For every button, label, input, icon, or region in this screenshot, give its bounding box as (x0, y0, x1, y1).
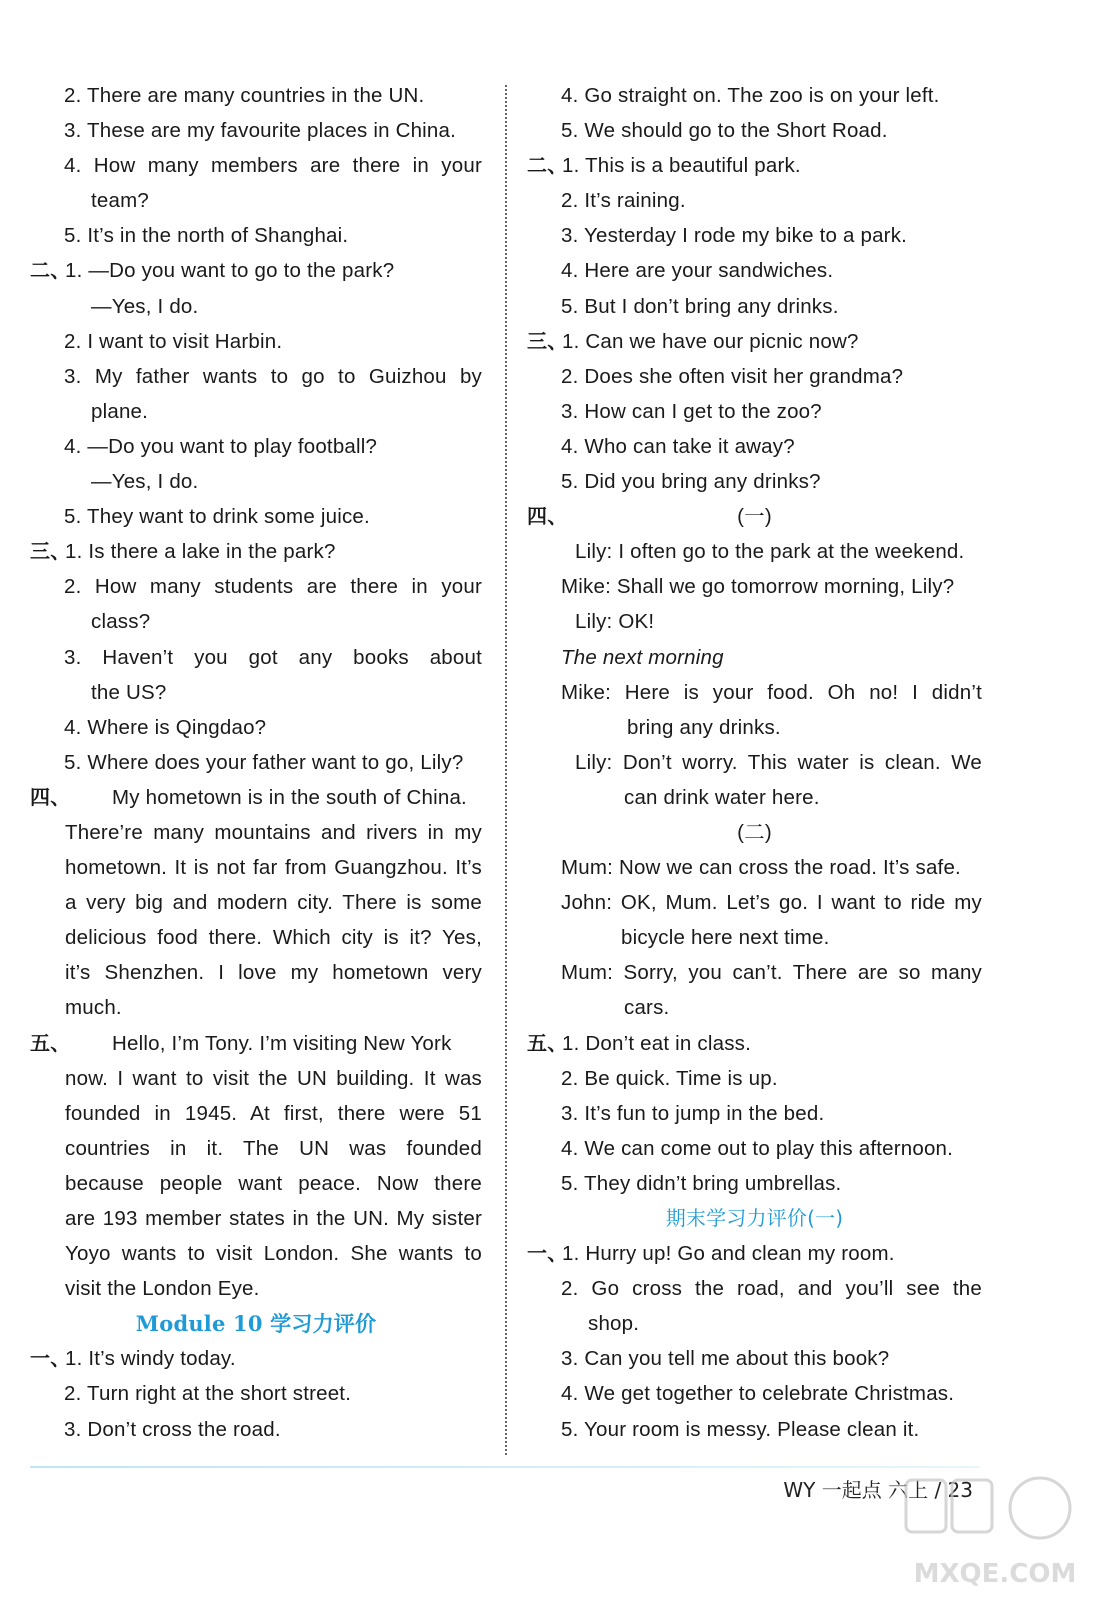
answer-text: Yoyo wants to visit London. She wants to (65, 1242, 482, 1266)
answer-text: 1. Can we have our picnic now? (562, 329, 859, 353)
answer-text: 2. How many students are there in your (64, 575, 482, 599)
answer-line (527, 955, 982, 990)
answer-line (30, 359, 482, 394)
answer-text: There’re many mountains and rivers in my (65, 820, 482, 844)
answer-line (30, 253, 482, 288)
answer-text: 5. Your room is messy. Please clean it. (561, 1417, 920, 1441)
answer-line (30, 218, 482, 253)
answer-line (30, 289, 482, 324)
svg-text:MXQE.COM: MXQE.COM (913, 1559, 1077, 1589)
answer-line (527, 675, 982, 710)
answer-line (30, 1412, 482, 1447)
bottom-rule (30, 1466, 980, 1468)
answer-text: 4. We get together to celebrate Christmas. (561, 1382, 955, 1406)
section-number: 一、 (30, 1346, 71, 1371)
answer-line (527, 990, 982, 1025)
answer-line (30, 850, 482, 885)
answer-line (527, 429, 982, 464)
section-number: 二、 (30, 258, 71, 283)
answer-line (527, 394, 982, 429)
answer-line (527, 253, 982, 288)
answer-text: team? (91, 189, 149, 213)
column-divider (505, 85, 507, 1455)
answer-text: 1. —Do you want to go to the park? (65, 259, 395, 283)
answer-line (30, 394, 482, 429)
answer-text: 4. Go straight on. The zoo is on your left. (561, 84, 940, 107)
answer-text: Lily: Don’t worry. This water is clean. We (575, 750, 982, 774)
answer-text: the US? (91, 680, 167, 704)
answer-text: 3. Yesterday I rode my bike to a park. (561, 224, 908, 248)
answer-text: 5. It’s in the north of Shanghai. (64, 224, 349, 248)
answer-text: 2. Turn right at the short street. (64, 1382, 352, 1406)
answer-text: bring any drinks. (627, 715, 781, 739)
answer-text: it’s Shenzhen. I love my hometown very (65, 961, 482, 985)
answer-text: Mum: Sorry, you can’t. There are so many (561, 961, 982, 985)
answer-line (527, 534, 982, 569)
answer-line (527, 1096, 982, 1131)
answer-line (527, 920, 982, 955)
answer-line (30, 324, 482, 359)
answer-line (527, 1306, 982, 1341)
answer-line (30, 745, 482, 780)
answer-text: 1. This is a beautiful park. (562, 154, 801, 178)
answer-line (527, 324, 982, 359)
answer-line (527, 113, 982, 148)
answer-line (527, 1026, 982, 1061)
answer-text: 1. Don’t eat in class. (562, 1031, 751, 1055)
answer-text: 4. Who can take it away? (561, 434, 795, 458)
answer-text: hometown. It is not far from Guangzhou. It’s (65, 856, 482, 880)
answer-text: are 193 member states in the UN. My sister (65, 1207, 482, 1230)
section-number: 一、 (527, 1241, 568, 1266)
answer-text: 3. My father wants to go to Guizhou by (64, 364, 482, 388)
answer-text: 4. —Do you want to play football? (64, 434, 378, 458)
answer-line (527, 1376, 982, 1411)
answer-line (527, 1341, 982, 1376)
answer-line (30, 640, 482, 675)
answer-text: (二) (737, 820, 772, 844)
section-heading: Module 10 学习力评价 (135, 1311, 377, 1337)
answer-text: 3. These are my favourite places in China. (64, 119, 457, 143)
answer-text: because people want peace. Now there (65, 1171, 482, 1195)
answer-text: Mike: Here is your food. Oh no! I didn’t (561, 680, 982, 704)
answer-line (527, 850, 982, 885)
answer-text: 5. Did you bring any drinks? (561, 470, 821, 494)
answer-line (30, 1236, 482, 1271)
answer-text: 2. There are many countries in the UN. (64, 84, 425, 107)
answer-text: cars. (624, 996, 670, 1020)
answer-text: —Yes, I do. (91, 470, 199, 494)
answer-line (30, 1061, 482, 1096)
section-heading: 期末学习力评价(一) (665, 1206, 844, 1230)
answer-line (30, 710, 482, 745)
answer-text: countries in it. The UN was founded (65, 1136, 482, 1160)
watermark-logo (900, 1470, 1090, 1598)
answer-text: 4. Where is Qingdao? (64, 715, 267, 739)
answer-line (527, 815, 982, 850)
answer-text: visit the London Eye. (65, 1277, 260, 1301)
answer-text: 1. Is there a lake in the park? (65, 540, 336, 564)
answer-line (527, 780, 982, 815)
answer-text: 5. Where does your father want to go, Lily? (64, 750, 464, 774)
section-number: 四、 (527, 504, 568, 529)
section-number: 五、 (527, 1030, 568, 1055)
answer-text: shop. (588, 1312, 640, 1336)
answer-text: can drink water here. (624, 785, 820, 809)
section-number: 五、 (30, 1030, 71, 1055)
answer-line (527, 148, 982, 183)
answer-line (30, 1376, 482, 1411)
answer-line (30, 1271, 482, 1306)
answer-line (527, 1271, 982, 1306)
answer-text: 5. But I don’t bring any drinks. (561, 294, 839, 318)
answer-line (527, 710, 982, 745)
answer-line (527, 359, 982, 394)
answer-line (30, 534, 482, 569)
answer-text: 4. We can come out to play this afternoon. (561, 1136, 954, 1160)
answer-line (527, 1166, 982, 1201)
section-number: 四、 (30, 784, 71, 809)
answer-text: a very big and modern city. There is some (65, 891, 482, 915)
answer-line (30, 920, 482, 955)
right-answer-column (527, 78, 982, 1447)
answer-text: 3. Haven’t you got any books about (64, 645, 482, 669)
left-answer-column (30, 78, 482, 1447)
answer-text: 1. It’s windy today. (65, 1347, 236, 1371)
answer-line (30, 183, 482, 218)
answer-text: My hometown is in the south of China. (112, 785, 467, 809)
answer-line (30, 1096, 482, 1131)
section-number: 二、 (527, 153, 568, 178)
answer-text: 3. How can I get to the zoo? (561, 399, 822, 423)
answer-text: class? (91, 610, 151, 634)
answer-text: delicious food there. Which city is it? Yes, (65, 926, 482, 950)
answer-line (527, 569, 982, 604)
answer-text: 2. Does she often visit her grandma? (561, 364, 904, 388)
answer-line (30, 780, 482, 815)
answer-line (30, 1166, 482, 1201)
answer-line (30, 955, 482, 990)
answer-text: plane. (91, 399, 149, 423)
answer-text: 5. We should go to the Short Road. (561, 119, 888, 143)
answer-text: bicycle here next time. (621, 926, 830, 950)
answer-line (30, 1306, 482, 1341)
answer-text: founded in 1945. At first, there were 51 (65, 1101, 482, 1125)
answer-text: 5. They didn’t bring umbrellas. (561, 1171, 842, 1195)
answer-text: Mum: Now we can cross the road. It’s safe. (561, 856, 961, 880)
answer-text: (一) (737, 505, 772, 529)
answer-text: 3. Can you tell me about this book? (561, 1347, 890, 1371)
answer-line (30, 815, 482, 850)
answer-text: 2. It’s raining. (561, 189, 686, 213)
page-footer: WY 一起点 六上 / 23 (783, 1478, 973, 1502)
answer-line (527, 218, 982, 253)
answer-line (527, 499, 982, 534)
answer-text: Mike: Shall we go tomorrow morning, Lily? (561, 575, 955, 599)
section-number: 三、 (30, 539, 71, 564)
answer-text: 2. Be quick. Time is up. (561, 1066, 778, 1090)
answer-line (30, 604, 482, 639)
answer-text: Lily: I often go to the park at the weekend. (575, 540, 965, 564)
answer-line (527, 640, 982, 675)
answer-line (527, 1131, 982, 1166)
answer-line (30, 113, 482, 148)
answer-line (30, 675, 482, 710)
answer-line (30, 1026, 482, 1061)
answer-text: Hello, I’m Tony. I’m visiting New York (112, 1031, 452, 1055)
answer-line (30, 148, 482, 183)
answer-text: 2. I want to visit Harbin. (64, 329, 283, 353)
answer-text: John: OK, Mum. Let’s go. I want to ride my (561, 891, 982, 915)
answer-text: 1. Hurry up! Go and clean my room. (562, 1242, 895, 1266)
answer-line (30, 464, 482, 499)
answer-text: much. (65, 996, 122, 1020)
answer-text: 3. It’s fun to jump in the bed. (561, 1101, 825, 1125)
answer-text: 2. Go cross the road, and you’ll see the (561, 1277, 982, 1301)
answer-line (30, 1131, 482, 1166)
answer-line (30, 429, 482, 464)
answer-text: 4. Here are your sandwiches. (561, 259, 834, 283)
answer-line (30, 885, 482, 920)
answer-line (527, 1061, 982, 1096)
answer-line (527, 1201, 982, 1236)
answer-line (30, 499, 482, 534)
answer-line (527, 885, 982, 920)
answer-text: 5. They want to drink some juice. (64, 505, 370, 529)
answer-text: 4. How many members are there in your (64, 154, 482, 178)
answer-text: Lily: OK! (575, 610, 655, 634)
answer-line (30, 1341, 482, 1376)
answer-text: —Yes, I do. (91, 294, 199, 318)
section-number: 三、 (527, 328, 568, 353)
answer-line (30, 78, 482, 113)
answer-line (527, 183, 982, 218)
answer-line (527, 1412, 982, 1447)
answer-line (527, 745, 982, 780)
answer-line (527, 289, 982, 324)
answer-text: 3. Don’t cross the road. (64, 1417, 281, 1441)
answer-line (30, 1201, 482, 1236)
answer-line (527, 1236, 982, 1271)
answer-line (30, 569, 482, 604)
answer-text: The next morning (561, 645, 724, 669)
answer-line (527, 464, 982, 499)
answer-line (30, 990, 482, 1025)
answer-text: now. I want to visit the UN building. It was (65, 1066, 482, 1090)
answer-line (527, 78, 982, 113)
answer-line (527, 604, 982, 639)
